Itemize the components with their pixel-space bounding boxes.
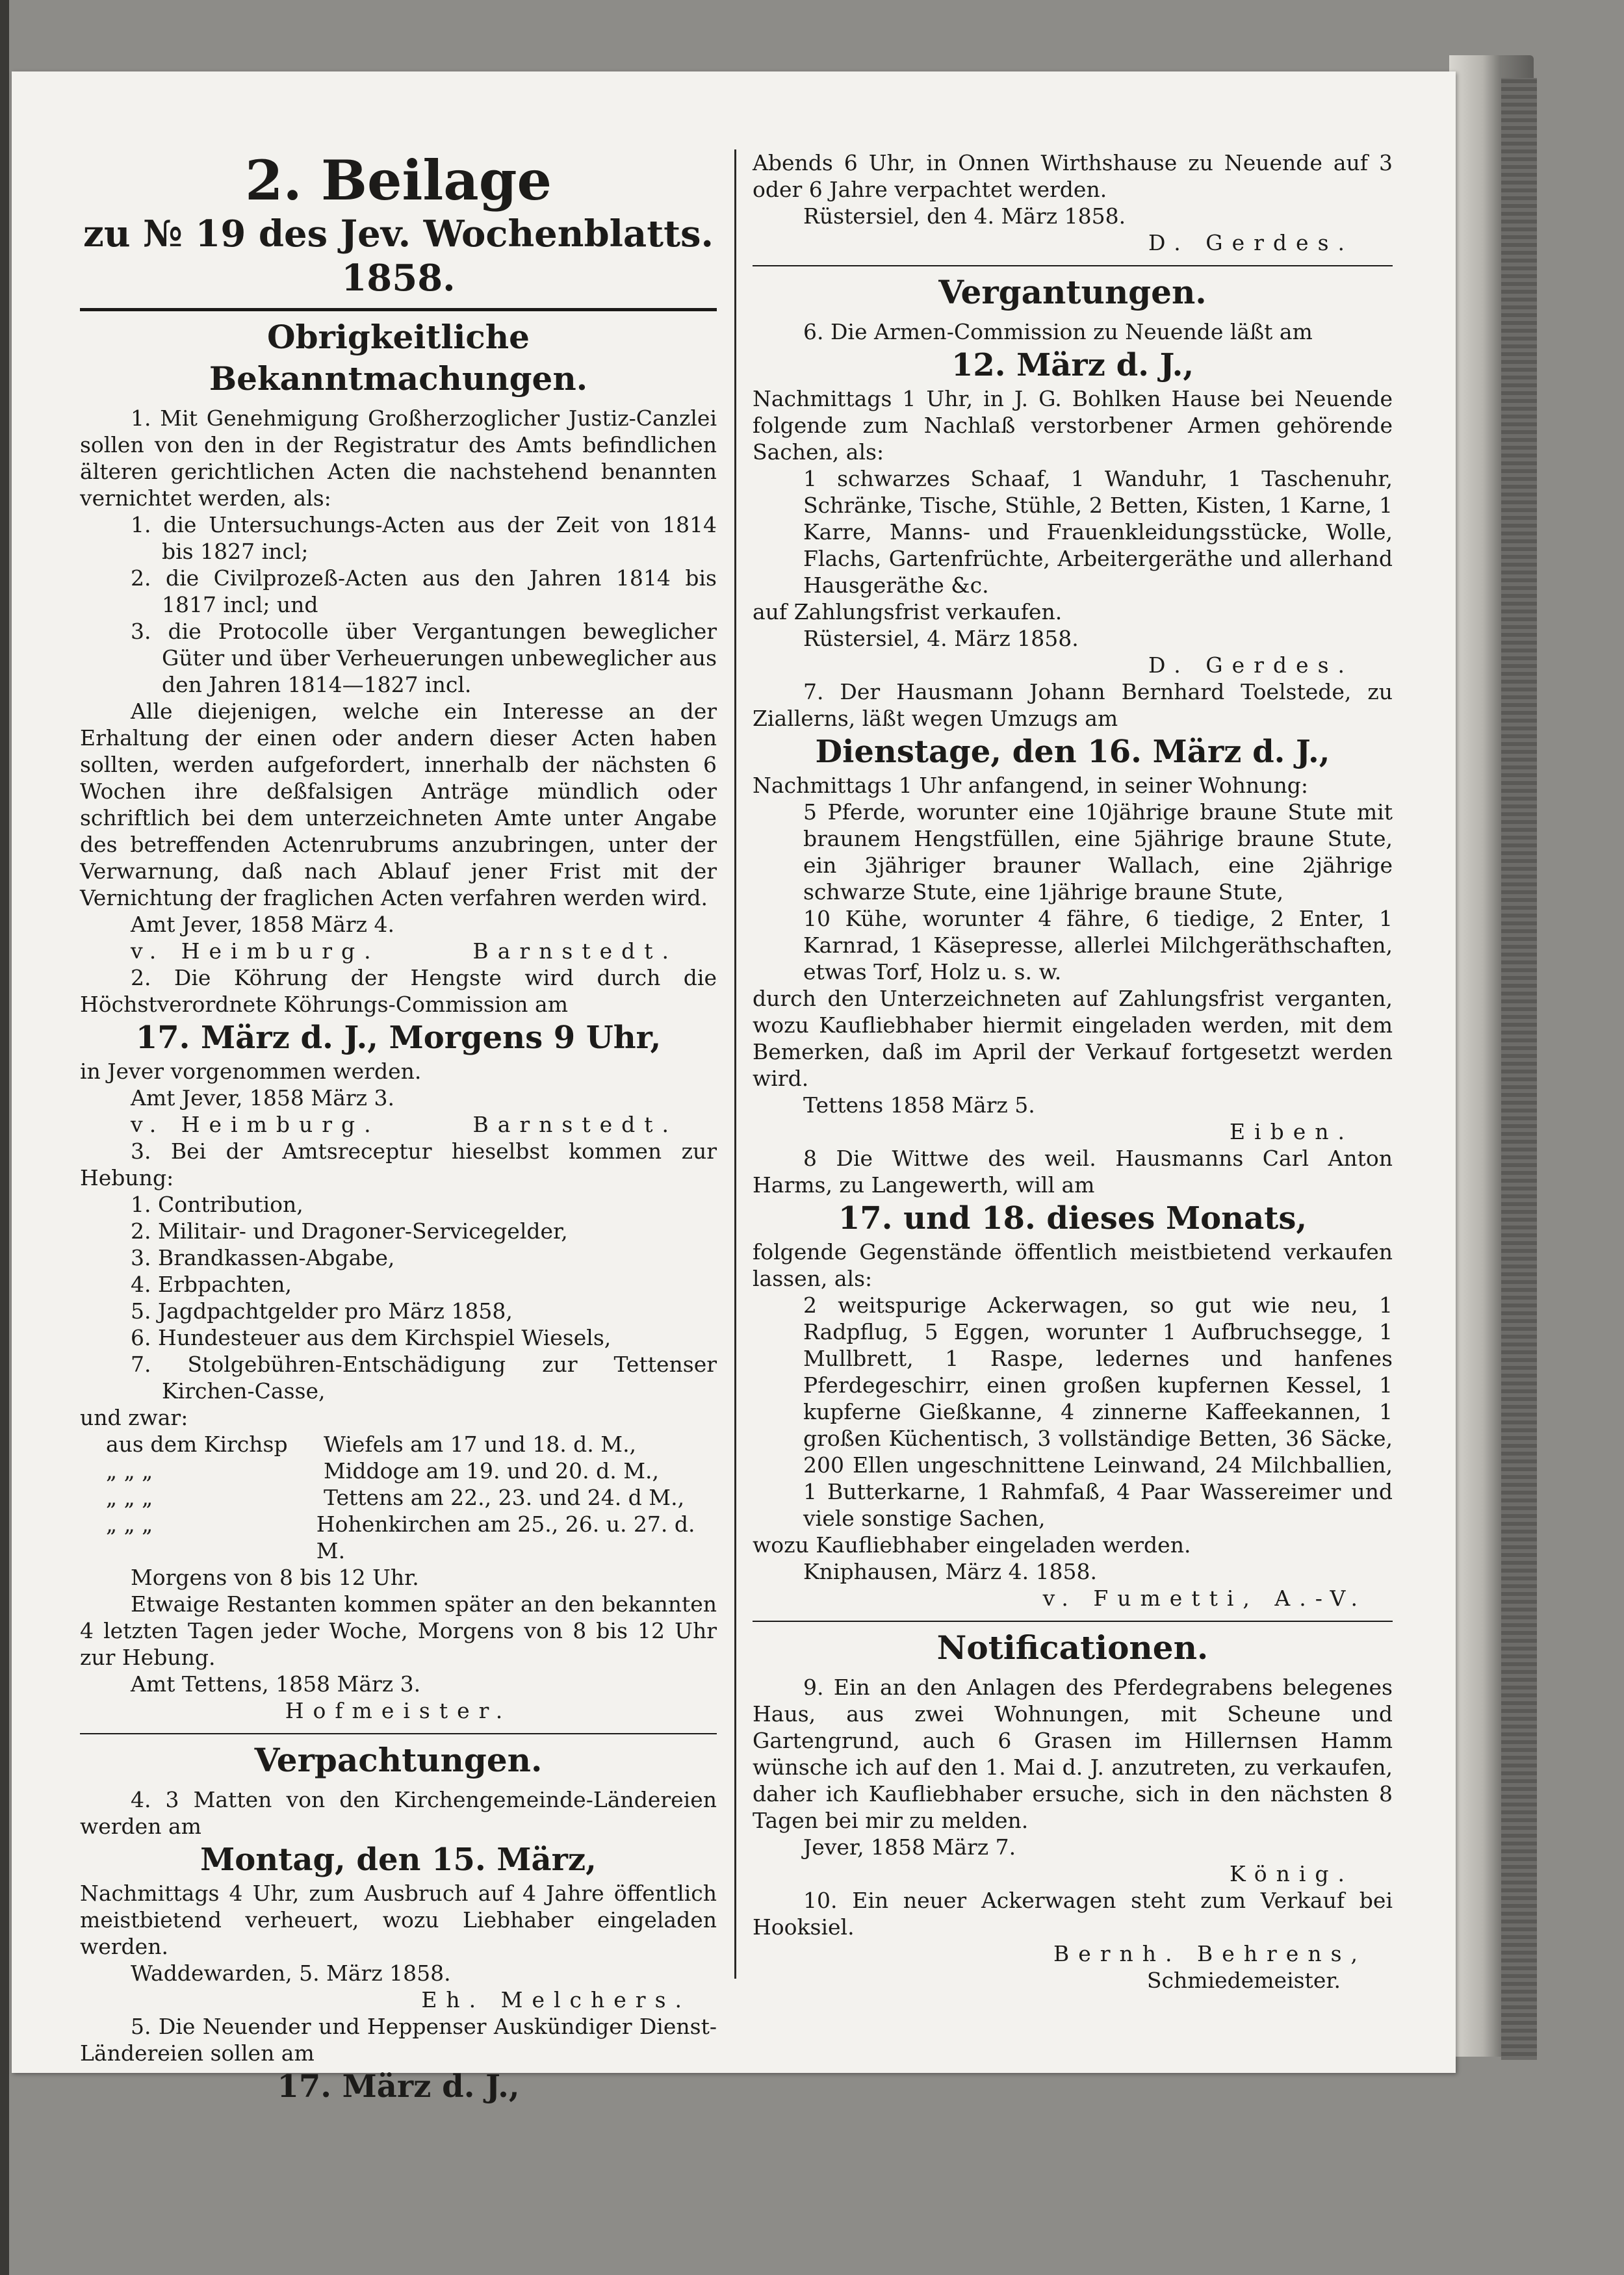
lease-continuation: Abends 6 Uhr, in Onnen Wirthshause zu Neuende auf 3 oder 6 Jahre verpachtet werden. <box>753 150 1393 202</box>
notice-4-intro: 4. 3 Matten von den Kirchengemeinde-Ländereien werden am <box>80 1787 717 1839</box>
schedule-row <box>106 1484 717 1511</box>
section-rule <box>80 1733 717 1734</box>
list-item: 6. Hundesteuer aus dem Kirchspiel Wiesels, <box>131 1325 612 1350</box>
schedule-dates: Tettens am 22., 23. und 24. d M., <box>324 1485 685 1510</box>
notice-10-text: 10. Ein neuer Ackerwagen steht zum Verkauf bei Hooksiel. <box>753 1888 1393 1940</box>
list-item: 7. Stolgebühren-Entschädigung zur Tettenser Kirchen-Casse, <box>131 1352 717 1404</box>
notice-6-place: Rüstersiel, 4. März 1858. <box>803 626 1079 651</box>
schedule-row <box>106 1458 717 1484</box>
section-rule <box>753 265 1393 266</box>
schedule-dates: Wiefels am 17 und 18. d. M., <box>324 1432 637 1457</box>
notice-4-signature: Eh. Melchers. <box>421 1987 691 2012</box>
notice-10-role: Schmiedemeister. <box>1146 1968 1341 1993</box>
schedule-row <box>106 1431 717 1458</box>
column-separator <box>734 149 736 1979</box>
notice-8-intro: 8 Die Wittwe des weil. Hausmanns Carl Anton Harms, zu Langewerth, will am <box>753 1146 1393 1198</box>
notice-7-place: Tettens 1858 März 5. <box>803 1092 1035 1118</box>
notice-3-und: und zwar: <box>80 1405 188 1430</box>
right-column <box>753 149 1393 1994</box>
notice-1-place: Amt Jever, 1858 März 4. <box>131 912 395 937</box>
notice-7-body: Nachmittags 1 Uhr anfangend, in seiner Wohnung: <box>753 773 1308 798</box>
notice-9-signature: König. <box>1229 1861 1354 1886</box>
list-item: 2. Militair- und Dragoner-Servicegelder, <box>131 1218 568 1244</box>
notice-5-date: 17. März d. J., <box>277 2068 520 2105</box>
notice-7-after: durch den Unterzeichneten auf Zahlungsfrist verganten, wozu Kaufliebhaber hiermit eingeladen werden, mit dem Bemerken, daß im April der Verkauf fortgesetzt werden wird. <box>753 986 1393 1091</box>
notice-1-list <box>80 511 717 698</box>
list-item: 1. Contribution, <box>131 1192 303 1217</box>
schedule-parish: aus dem Kirchsp <box>106 1432 288 1457</box>
notice-8-after: wozu Kaufliebhaber eingeladen werden. <box>753 1532 1191 1558</box>
notice-6-after: auf Zahlungsfrist verkaufen. <box>753 599 1063 624</box>
notice-2-signatures <box>80 1111 717 1138</box>
schedule-dates: Middoge am 19. und 20. d. M., <box>324 1458 659 1484</box>
list-item: 3. die Protocolle über Vergantungen beweglicher Güter und über Verheuerungen unbeweglicher aus den Jahren 1814—1827 incl. <box>131 619 717 697</box>
notice-2-intro: 2. Die Köhrung der Hengste wird durch die Höchstverordnete Köhrungs-Commission am <box>80 965 717 1017</box>
notice-5-intro: 5. Die Neuender und Heppenser Auskündiger Dienst-Ländereien sollen am <box>80 2014 717 2066</box>
section-leases: Verpachtungen. <box>254 1741 543 1779</box>
notice-8-items: 2 weitspurige Ackerwagen, so gut wie neu, 1 Radpflug, 5 Eggen, worunter 1 Aufbruchsegge, 1 Mullbrett, 1 Raspe, ledernes und hanfenes Pferdegeschirr, einen großen kupfernen Kessel, 1 kupferne Gießkanne, 4 zinnerne Kaffeekannen, 1 großen Küchentisch, 3 vollständige Betten, 36 Säcke, 200 Ellen ungeschnittene Leinwand, 24 Milchballien, 1 Butterkarne, 1 Rahmfaß, 4 Paar Wassereimer und viele sonstige Sachen, <box>803 1292 1393 1531</box>
notice-7-items-cattle: 10 Kühe, worunter 4 fähre, 6 tiedige, 2 Enter, 1 Karnrad, 1 Käsepresse, allerlei Milchgeräthschaften, etwas Torf, Holz u. s. w. <box>803 906 1393 984</box>
notice-8-place: Kniphausen, März 4. 1858. <box>803 1559 1098 1584</box>
header-rule <box>80 308 717 311</box>
notice-4-body: Nachmittags 4 Uhr, zum Ausbruch auf 4 Jahre öffentlich meistbietend verheuert, wozu Liebhaber eingeladen werden. <box>80 1881 717 1959</box>
notice-9-place: Jever, 1858 März 7. <box>803 1834 1016 1860</box>
notice-1-intro: 1. Mit Genehmigung Großherzoglicher Justiz-Canzlei sollen von den in der Registratur des Amts befindlichen älteren gerichtlichen Acten die nachstehend benannten vernichtet werden, als: <box>80 405 717 511</box>
left-column <box>80 149 717 2107</box>
notice-10-signature: Bernh. Behrens, <box>1053 1941 1367 1966</box>
section-rule <box>753 1621 1393 1622</box>
signature: v. Heimburg. <box>131 1112 380 1137</box>
scan-border <box>0 0 9 2275</box>
lease-continuation-place: Rüstersiel, den 4. März 1858. <box>803 203 1126 229</box>
schedule-dates: Hohenkirchen am 25., 26. u. 27. d. M. <box>316 1511 695 1563</box>
schedule-row <box>106 1511 717 1564</box>
signature: v. Heimburg. <box>131 938 380 964</box>
notice-3-body: Etwaige Restanten kommen später an den bekannten 4 letzten Tagen jeder Woche, Morgens von 8 bis 12 Uhr zur Hebung. <box>80 1591 717 1670</box>
list-item: 4. Erbpachten, <box>131 1272 292 1297</box>
supplement-title: 2. Beilage <box>245 148 552 212</box>
notice-3-intro: 3. Bei der Amtsreceptur hieselbst kommen zur Hebung: <box>80 1138 717 1190</box>
section-notifications: Notificationen. <box>936 1628 1209 1667</box>
notice-7-signature: Eiben. <box>1229 1119 1354 1144</box>
notice-6-intro: 6. Die Armen-Commission zu Neuende läßt am <box>803 319 1313 344</box>
notice-7-date: Dienstage, den 16. März d. J., <box>815 734 1330 770</box>
notice-3-place: Amt Tettens, 1858 März 3. <box>131 1671 421 1697</box>
list-item: 3. Brandkassen-Abgabe, <box>131 1245 395 1270</box>
notice-7-items-horses: 5 Pferde, worunter eine 10jährige braune Stute mit braunem Hengstfüllen, eine 5jährige braune Stute, ein 3jähriger brauner Wallach, eine 2jährige schwarze Stute, eine 1jährige braune Stute, <box>803 799 1393 905</box>
notice-6-date: 12. März d. J., <box>951 347 1194 383</box>
list-item: 1. die Untersuchungs-Acten aus der Zeit von 1814 bis 1827 incl; <box>131 512 717 564</box>
book-spine <box>1501 78 1537 2060</box>
notice-1-body: Alle diejenigen, welche ein Interesse an der Erhaltung der einen oder andern dieser Acten haben sollten, werden aufgefordert, innerhalb der nächsten 6 Wochen ihre deßfalsigen Anträge mündlich oder schriftlich bei dem unterzeichneten Amte unter Angabe des betreffenden Actenrubrums anzubringen, unter der Verwarnung, daß nach Ablauf jener Frist mit der Vernichtung der fraglichen Acten verfahren werden wird. <box>80 699 717 910</box>
schedule-parish: „ „ „ <box>106 1485 153 1510</box>
section-auctions: Vergantungen. <box>938 273 1207 311</box>
notice-8-body: folgende Gegenstände öffentlich meistbietend verkaufen lassen, als: <box>753 1239 1393 1291</box>
notice-3-list <box>80 1191 717 1404</box>
notice-4-date: Montag, den 15. März, <box>200 1842 597 1878</box>
collection-schedule <box>80 1431 717 1564</box>
notice-2-place: Amt Jever, 1858 März 3. <box>131 1085 395 1111</box>
lease-continuation-signature: D. Gerdes. <box>1148 230 1354 255</box>
list-item: 5. Jagdpachtgelder pro März 1858, <box>131 1298 513 1324</box>
list-item: 2. die Civilprozeß-Acten aus den Jahren 1814 bis 1817 incl; und <box>131 565 717 617</box>
notice-3-signature: Hofmeister. <box>285 1698 512 1723</box>
schedule-parish: „ „ „ <box>106 1458 153 1484</box>
notice-2-after: in Jever vorgenommen werden. <box>80 1059 422 1084</box>
notice-2-date: 17. März d. J., Morgens 9 Uhr, <box>135 1020 662 1056</box>
notice-7-intro: 7. Der Hausmann Johann Bernhard Toelstede, zu Ziallerns, läßt wegen Umzugs am <box>753 679 1393 731</box>
notice-6-body: Nachmittags 1 Uhr, in J. G. Bohlken Hause bei Neuende folgende zum Nachlaß verstorbener Armen gehörende Sachen, als: <box>753 386 1393 465</box>
notice-6-items: 1 schwarzes Schaaf, 1 Wanduhr, 1 Taschenuhr, Schränke, Tische, Stühle, 2 Betten, Kisten, 1 Karne, 1 Karre, Manns- und Frauenkleidungsstücke, Wolle, Flachs, Gartenfrüchte, Arbeitergeräthe und allerhand Hausgeräthe &c. <box>803 466 1393 598</box>
notice-6-signature: D. Gerdes. <box>1148 652 1354 678</box>
schedule-parish: „ „ „ <box>106 1511 153 1537</box>
notice-8-signature: v. Fumetti, A.-V. <box>1042 1586 1367 1611</box>
signature: Barnstedt. <box>472 938 678 964</box>
notice-4-place: Waddewarden, 5. März 1858. <box>131 1960 451 1986</box>
notice-3-time: Morgens von 8 bis 12 Uhr. <box>131 1565 419 1590</box>
newspaper-page <box>12 71 1456 2105</box>
supplement-subtitle: zu № 19 des Jev. Wochenblatts. 1858. <box>83 212 714 300</box>
signature: Barnstedt. <box>472 1112 678 1137</box>
section-official-notices: Obrigkeitliche Bekanntmachungen. <box>209 318 588 398</box>
notice-1-signatures <box>80 938 717 964</box>
notice-9-text: 9. Ein an den Anlagen des Pferdegrabens belegenes Haus, aus zwei Wohnungen, mit Scheune und Gartengrund, auch 6 Grasen im Hillernsen Hamm wünsche ich auf den 1. Mai d. J. anzutreten, zu verkaufen, daher ich Kaufliebhaber ersuche, sich in den nächsten 8 Tagen bei mir zu melden. <box>753 1675 1393 1833</box>
notice-8-date: 17. und 18. dieses Monats, <box>838 1200 1308 1237</box>
